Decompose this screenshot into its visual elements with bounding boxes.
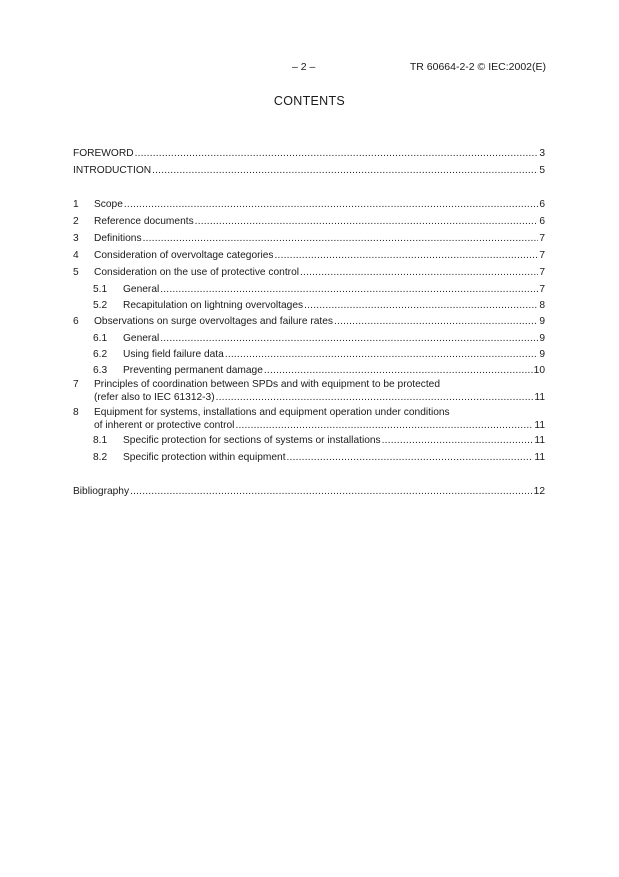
- toc-entry-page: 7: [539, 284, 545, 295]
- toc-entry-title: FOREWORD: [73, 148, 134, 159]
- toc-entry-page: 3: [539, 148, 545, 159]
- toc-entry-title: Specific protection within equipment: [123, 452, 286, 463]
- page-header: [0, 61, 619, 75]
- toc-entry-title: Specific protection for sections of systems or installations: [123, 435, 381, 446]
- toc-entry-page: 11: [534, 452, 545, 463]
- toc-entry-page: 5: [539, 165, 545, 176]
- toc-section-number: 4: [73, 250, 79, 261]
- toc-entry-title: Consideration of overvoltage categories: [94, 250, 274, 261]
- toc-entry-page: 7: [539, 233, 545, 244]
- toc-entry-page: 12: [533, 486, 545, 497]
- toc-entry-page: 9: [539, 349, 545, 360]
- toc-section-number: 6.2: [93, 349, 108, 360]
- toc-entry-page: 11: [534, 435, 545, 446]
- toc-section-number: 6.3: [93, 365, 108, 376]
- toc-entry-title: Recapitulation on lightning overvoltages: [123, 300, 304, 311]
- toc-entry-page: 11: [534, 392, 545, 403]
- toc-entry-page: 6: [539, 199, 545, 210]
- toc-entry-introduction[interactable]: [73, 164, 545, 177]
- toc-section-number: 5.1: [93, 284, 108, 295]
- toc-entry-title: Definitions: [94, 233, 142, 244]
- toc-entry-title: Reference documents: [94, 216, 194, 227]
- toc-entry-page: 8: [539, 300, 545, 311]
- toc-entry-title: Bibliography: [73, 486, 130, 497]
- toc-section-number: 6: [73, 316, 79, 327]
- toc-entry-title-line2: (refer also to IEC 61312-3): [94, 392, 215, 403]
- toc-entry-title: INTRODUCTION: [73, 165, 152, 176]
- toc-section-number: 8.2: [93, 452, 108, 463]
- toc-entry-title: Consideration on the use of protective control: [94, 267, 300, 278]
- toc-section-number: 8: [73, 407, 79, 418]
- toc-section-number: 7: [73, 379, 79, 390]
- toc-section-number: 1: [73, 199, 79, 210]
- toc-section-number: 5.2: [93, 300, 108, 311]
- toc-entry-title-line2: of inherent or protective control: [94, 420, 235, 431]
- toc-entry-page: 9: [539, 333, 545, 344]
- toc-entry-page: 9: [539, 316, 545, 327]
- toc-entry-title: Preventing permanent damage: [123, 365, 263, 376]
- toc-entry-page: 7: [539, 267, 545, 278]
- toc-section-number: 8.1: [93, 435, 108, 446]
- toc-entry-title-line1: Principles of coordination between SPDs and with equipment to be protected: [94, 379, 441, 390]
- page-title: CONTENTS: [273, 94, 346, 108]
- toc-section-number: 6.1: [93, 333, 108, 344]
- toc-section-number: 5: [73, 267, 79, 278]
- toc-entry-page: 6: [539, 216, 545, 227]
- toc-entry-page: 11: [534, 420, 545, 431]
- toc-entry-title-line1: Equipment for systems, installations and equipment operation under conditions: [94, 407, 450, 418]
- document-id: TR 60664-2-2 © IEC:2002(E): [409, 61, 546, 73]
- toc-section-number: 3: [73, 233, 79, 244]
- page-number: – 2 –: [292, 61, 316, 73]
- toc-entry-title: Observations on surge overvoltages and failure rates: [94, 316, 333, 327]
- toc-entry-title: General: [123, 333, 160, 344]
- toc-entry-page: 7: [539, 250, 545, 261]
- toc-entry-page: 10: [533, 365, 545, 376]
- toc-entry-title: Using field failure data: [123, 349, 224, 360]
- toc-entry-foreword[interactable]: [73, 147, 545, 160]
- toc-entry-title: Scope: [94, 199, 123, 210]
- toc-entry-title: General: [123, 284, 160, 295]
- toc-entry-bibliography[interactable]: [73, 485, 545, 498]
- toc-section-number: 2: [73, 216, 79, 227]
